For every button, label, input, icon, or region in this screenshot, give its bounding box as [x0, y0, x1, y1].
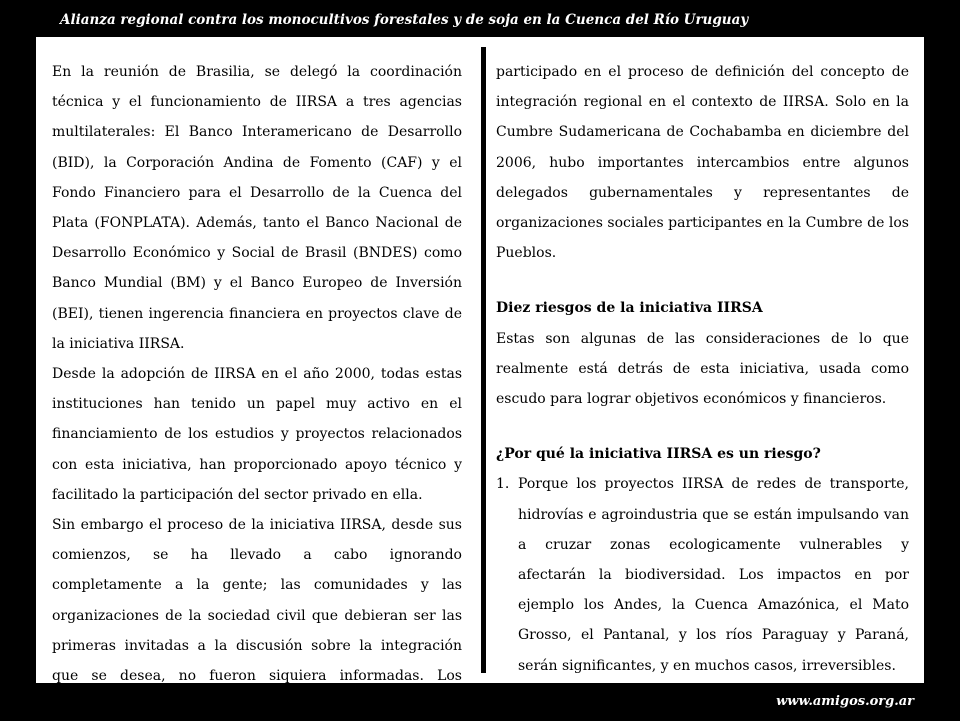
right-column	[496, 57, 909, 681]
left-paragraph-1: En la reunión de Brasilia, se delegó la coordinación técnica y el funcionamiento de IIRSA a tres agencias multilaterales: El Banco Interamericano de Desarrollo (BID), la Corporación Andina de Fomento (CAF) y el Fondo Financiero para el Desarrollo de la Cuenca del Plata (FONPLATA). Además, tanto el Banco Nacional de Desarrollo Económico y Social de Brasil (BNDES) como Banco Mundial (BM) y el Banco Europeo de Inversión (BEI), tienen ingerencia financiera en proyectos clave de la iniciativa IIRSA.	[52, 64, 462, 352]
risks-heading: Diez riesgos de la iniciativa IIRSA	[496, 300, 763, 317]
column-divider	[481, 47, 486, 673]
footer-url: www.amigos.org.ar	[776, 694, 914, 709]
page-header-title: Alianza regional contra los monocultivos forestales y de soja en la Cuenca del Río Uruguay	[60, 12, 749, 28]
risks-paragraph: Estas son algunas de las consideraciones de lo que realmente está detrás de esta iniciativa, usada como escudo para lograr objetivos económicos y financieros.	[496, 330, 909, 408]
right-intro-paragraph: participado en el proceso de definición del concepto de integración regional en el contexto de IIRSA. Solo en la Cumbre Sudamericana de Cochabamba en diciembre del 2006, hubo importantes intercambios entre algunos delegados gubernamentales y representantes de organizaciones sociales participantes en la Cumbre de los Pueblos.	[496, 64, 909, 262]
left-paragraph-3: Sin embargo el proceso de la iniciativa IIRSA, desde sus comienzos, se ha llevado a cabo ignorando completamente a la gente; las comunidades y las organizaciones de la sociedad civil que debieran ser las primeras invitadas a la discusión sobre la integración que se desea, no fueron siquiera informadas. Los ciudadanos de la región no han	[52, 517, 462, 715]
list-item-number: 1.	[496, 476, 510, 493]
why-risk-heading: ¿Por qué la iniciativa IIRSA es un riesgo?	[496, 446, 821, 463]
list-item-text: Porque los proyectos IIRSA de redes de transporte, hidrovías e agroindustria que se están impulsando van a cruzar zonas ecologicamente vulnerables y afectarán la biodiversidad. Los impactos en por ejemplo los Andes, la Cuenca Amazónica, el Mato Grosso, el Pantanal, y los ríos Paraguay y Paraná, serán significantes, y en muchos casos, irreversibles.	[518, 476, 909, 674]
left-paragraph-2: Desde la adopción de IIRSA en el año 2000, todas estas instituciones han tenido un papel muy activo en el financiamiento de los estudios y proyectos relacionados con esta iniciativa, han proporcionado apoyo técnico y facilitado la participación del sector privado en ella.	[52, 366, 462, 503]
left-column	[52, 57, 462, 721]
list-item	[496, 469, 909, 680]
